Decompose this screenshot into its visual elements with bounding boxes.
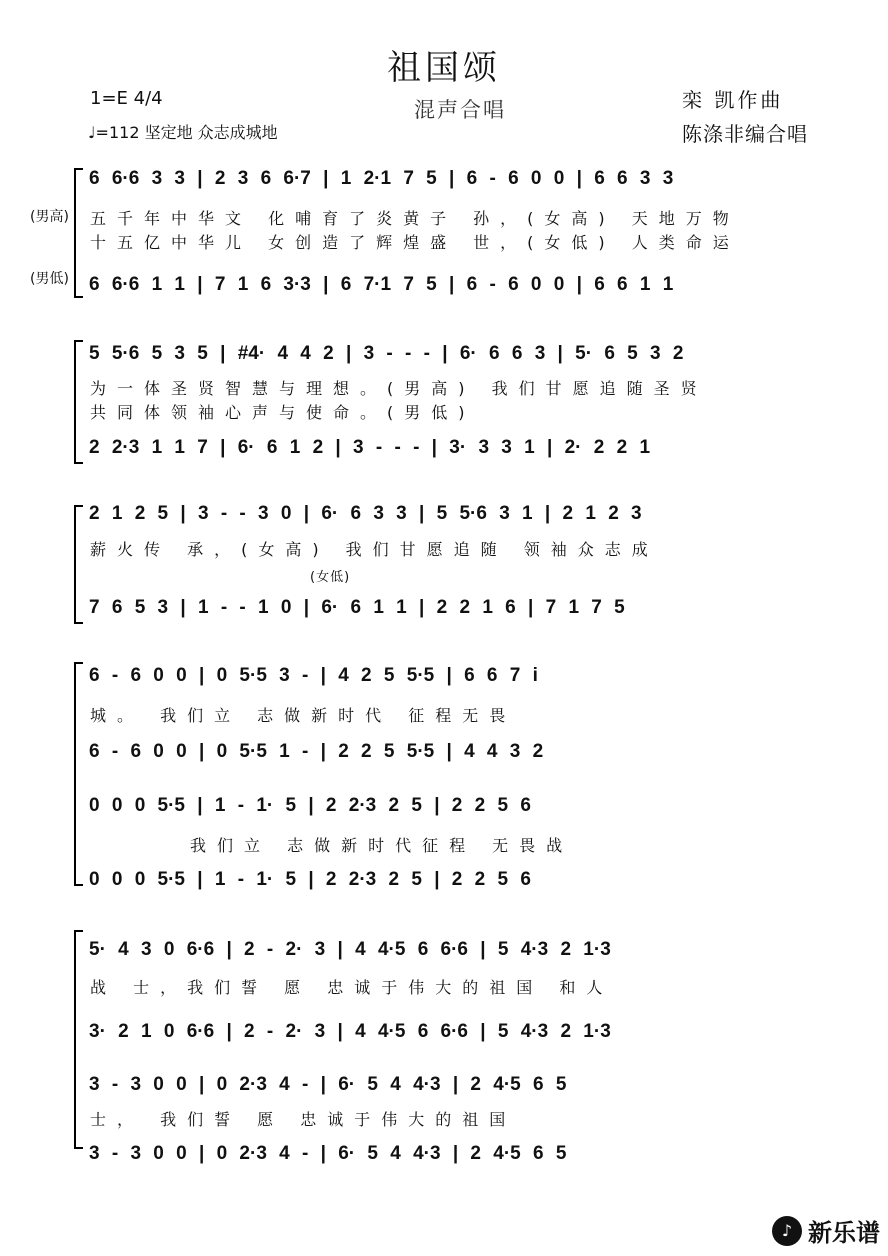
logo-text: 新乐谱 <box>808 1219 880 1247</box>
lyric-line: 我们立 志做新时代征程 无畏战 <box>190 836 574 855</box>
lyric-line: 战 士，我们誓 愿 忠诚于伟大的祖国 和人 <box>90 978 614 997</box>
staff-top: 5· 4 3 0 6·6 | 2 - 2· 3 | 4 4·5 6 6·6 | 5 4·3 2 1·3 <box>89 939 611 960</box>
composer-credit: 栾 凯作曲 <box>682 88 784 112</box>
lyric-line: 薪火传 承，(女高) 我们甘愿追随 领袖众志成 <box>90 540 659 559</box>
staff-top: 2 1 2 5 | 3 - - 3 0 | 6· 6 3 3 | 5 5·6 3 1 | 2 1 2 3 <box>89 503 642 524</box>
staff-bottom: 6 6·6 1 1 | 7 1 6 3·3 | 6 7·1 7 5 | 6 - 6 0 0 | 6 6 1 1 <box>89 274 674 295</box>
staff-top: 6 - 6 0 0 | 0 5·5 3 - | 4 2 5 5·5 | 6 6 7 i <box>89 665 538 686</box>
subtitle: 混声合唱 <box>414 98 506 122</box>
staff-bottom: 2 2·3 1 1 7 | 6· 6 1 2 | 3 - - - | 3· 3 3 1 | 2· 2 2 1 <box>89 437 651 458</box>
staff-middle: 6 - 6 0 0 | 0 5·5 1 - | 2 2 5 5·5 | 4 4 3 2 <box>89 741 544 762</box>
system-brace <box>74 340 83 464</box>
system-brace <box>74 505 83 624</box>
tempo-marking: ♩=112 坚定地 众志成城地 <box>88 123 278 142</box>
staff-top: 6 6·6 3 3 | 2 3 6 6·7 | 1 2·1 7 5 | 6 - 6 0 0 | 6 6 3 3 <box>89 168 674 189</box>
part-label-male-high: (男高) <box>30 209 69 225</box>
arranger-credit: 陈涤非编合唱 <box>682 122 808 146</box>
lyric-line: 士， 我们誓 愿 忠诚于伟大的祖国 <box>90 1110 517 1129</box>
staff-bottom: 0 0 0 5·5 | 1 - 1· 5 | 2 2·3 2 5 | 2 2 5 6 <box>89 795 531 816</box>
staff-bottom: 0 0 0 5·5 | 1 - 1· 5 | 2 2·3 2 5 | 2 2 5 6 <box>89 869 531 890</box>
lyric-line: 十五亿中华儿 女创造了辉煌盛 世，(女低) 人类命运 <box>90 233 740 252</box>
lyric-line: 为一体圣贤智慧与理想。(男高) 我们甘愿追随圣贤 <box>90 379 708 398</box>
staff-bottom: 3 - 3 0 0 | 0 2·3 4 - | 6· 5 4 4·3 | 2 4·5 6 5 <box>89 1143 567 1164</box>
lyric-line: 城。 我们立 志做新时代 征程无畏 <box>90 706 517 725</box>
staff-bottom: 3 - 3 0 0 | 0 2·3 4 - | 6· 5 4 4·3 | 2 4·5 6 5 <box>89 1074 567 1095</box>
page-title: 祖国颂 <box>387 48 501 88</box>
lyric-line: (女低) <box>310 570 351 585</box>
staff-middle: 3· 2 1 0 6·6 | 2 - 2· 3 | 4 4·5 6 6·6 | 5 4·3 2 1·3 <box>89 1021 611 1042</box>
part-label-male-low: (男低) <box>30 271 69 287</box>
lyric-line: 共同体领袖心声与使命。(男低) <box>90 403 476 422</box>
system-brace <box>74 662 83 886</box>
system-brace <box>74 168 83 298</box>
key-signature: 1=E 4/4 <box>90 88 163 109</box>
system-brace <box>74 930 83 1149</box>
music-disc-icon: ♪ <box>772 1216 802 1246</box>
staff-bottom: 7 6 5 3 | 1 - - 1 0 | 6· 6 1 1 | 2 2 1 6 | 7 1 7 5 <box>89 597 625 618</box>
site-logo <box>772 1213 880 1248</box>
lyric-line: 五千年中华文 化哺育了炎黄子 孙，(女高) 天地万物 <box>90 209 740 228</box>
staff-top: 5 5·6 5 3 5 | #4· 4 4 2 | 3 - - - | 6· 6 6 3 | 5· 6 5 3 2 <box>89 343 684 364</box>
